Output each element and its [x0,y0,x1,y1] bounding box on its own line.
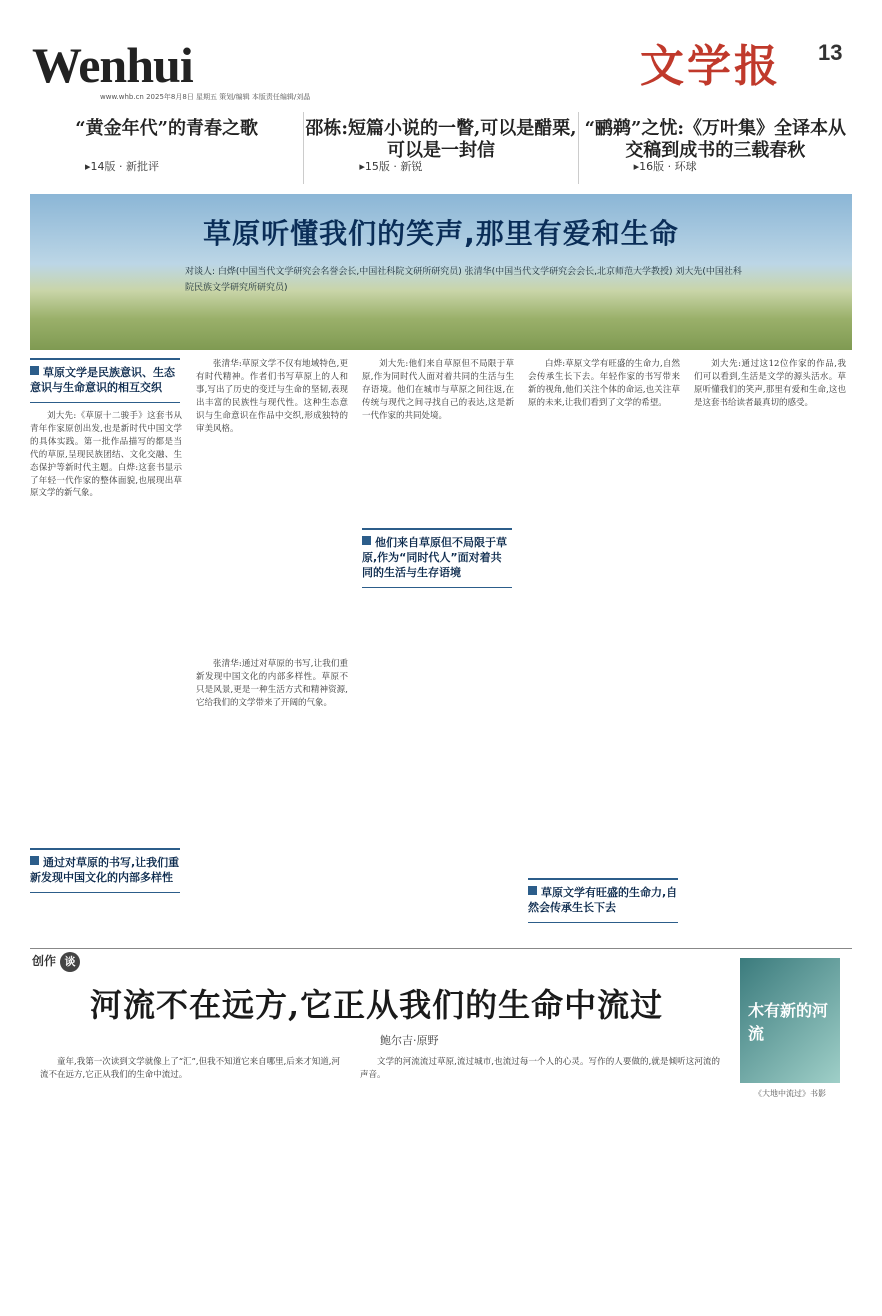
article-column: 张清华:草原文学不仅有地域特色,更有时代精神。作者们书写草原上的人和事,写出了历史的变迁与生命的坚韧,表现出丰富的民族性与现代性。这种生态意识与生命意识在作品中交织,形成独特的审美风格。 [196,359,348,434]
column-badge: 谈 [60,952,80,972]
newspaper-logo: 文学报 [640,41,781,92]
feature-headline: 草原听懂我们的笑声,那里有爱和生命 [203,217,679,250]
article-column: 刘大先:他们来自草原但不局限于草原,作为同时代人面对着共同的生活与生存语境。他们在城市与草原之间往返,在传统与现代之间寻找自己的表达,这是新一代作家的共同处境。 [362,359,514,421]
teaser-title: “黄金年代”的青春之歌 [75,118,259,139]
article-column: 刘大先:《草原十二骏手》这套书从青年作家原创出发,也是新时代中国文学的具体实践。第一批作品描写的都是当代的草原,呈现民族团结、文化交融、生态保护等新时代主题。白烨:这套书显示了年轻一代作家的整体面貌,也展现出草原文学的新气象。 [30,411,182,499]
article-column: 白烨:草原文学有旺盛的生命力,自然会传承生长下去。年轻作家的书写带来新的视角,他们关注个体的命运,也关注草原的未来,让我们看到了文学的希望。 [528,359,680,408]
subhead: 通过对草原的书写,让我们重新发现中国文化的内部多样性 [30,848,180,893]
teaser-item[interactable] [579,112,852,184]
article-column: 刘大先:通过这12位作家的作品,我们可以看到,生活是文学的源头活水。草原听懂我们的笑声,那里有爱和生命,这也是这套书给读者最真切的感受。 [694,359,846,408]
subhead-marker-icon [30,366,39,375]
teaser-bar [30,112,852,184]
issue-meta: www.whb.cn 2025年8月8日 星期五 策划/编辑 本版责任编辑/刘晶 [100,93,311,101]
column-label: 创作 谈 [32,952,80,972]
page-number: 13 [818,40,843,65]
image-caption: 《大地中流过》书影 [754,1089,826,1098]
essay-byline: 鲍尔吉·原野 [380,1034,439,1047]
teaser-item[interactable] [30,112,304,184]
discussion-participants: 对谈人: 白烨(中国当代文学研究会名誉会长,中国社科院文研所研究员) 张清华(中国当代文学研究会会长,北京师范大学教授) 刘大先(中国社科院民族文学研究所研究员) [185,267,742,294]
section-divider [30,948,852,949]
subhead: 他们来自草原但不局限于草原,作为“同时代人”面对着共同的生活与生存语境 [362,528,512,588]
brand-wordmark: Wenhui [32,37,193,93]
essay-title: 河流不在远方,它正从我们的生命中流过 [90,986,664,1024]
subhead: 草原文学有旺盛的生命力,自然会传承生长下去 [528,878,678,923]
article-column: 张清华:通过对草原的书写,让我们重新发现中国文化的内部多样性。草原不只是风景,更是一种生活方式和精神资源,它给我们的文学带来了开阔的气象。 [196,659,348,708]
subhead-marker-icon [362,536,371,545]
subhead: 草原文学是民族意识、生态意识与生命意识的相互交织 [30,358,180,403]
masthead [0,0,882,108]
article-body [30,358,852,944]
teaser-item[interactable] [304,112,578,184]
subhead-marker-icon [30,856,39,865]
teaser-title: 邵栋:短篇小说的一瞥,可以是醋栗,可以是一封信 [305,118,577,161]
teaser-ref[interactable]: ▸15版 · 新锐 [359,160,423,173]
subhead-marker-icon [528,886,537,895]
teaser-title: “鹂鹈”之忧:《万叶集》全译本从交稿到成书的三载春秋 [584,118,846,161]
teaser-ref[interactable]: ▸14版 · 新批评 [85,160,160,173]
hero-banner [30,194,852,350]
teaser-ref[interactable]: ▸16版 · 环球 [633,160,697,173]
essay-column: 童年,我第一次读到文学就像上了“汇”,但我不知道它来自哪里,后来才知道,河流不在远方,它正从我们的生命中流过。 [40,1057,341,1080]
essay-column: 文学的河流流过草原,流过城市,也流过每一个人的心灵。写作的人要做的,就是倾听这河流的声音。 [360,1057,720,1080]
book-cover-image: 木有新的河流 [740,958,840,1083]
